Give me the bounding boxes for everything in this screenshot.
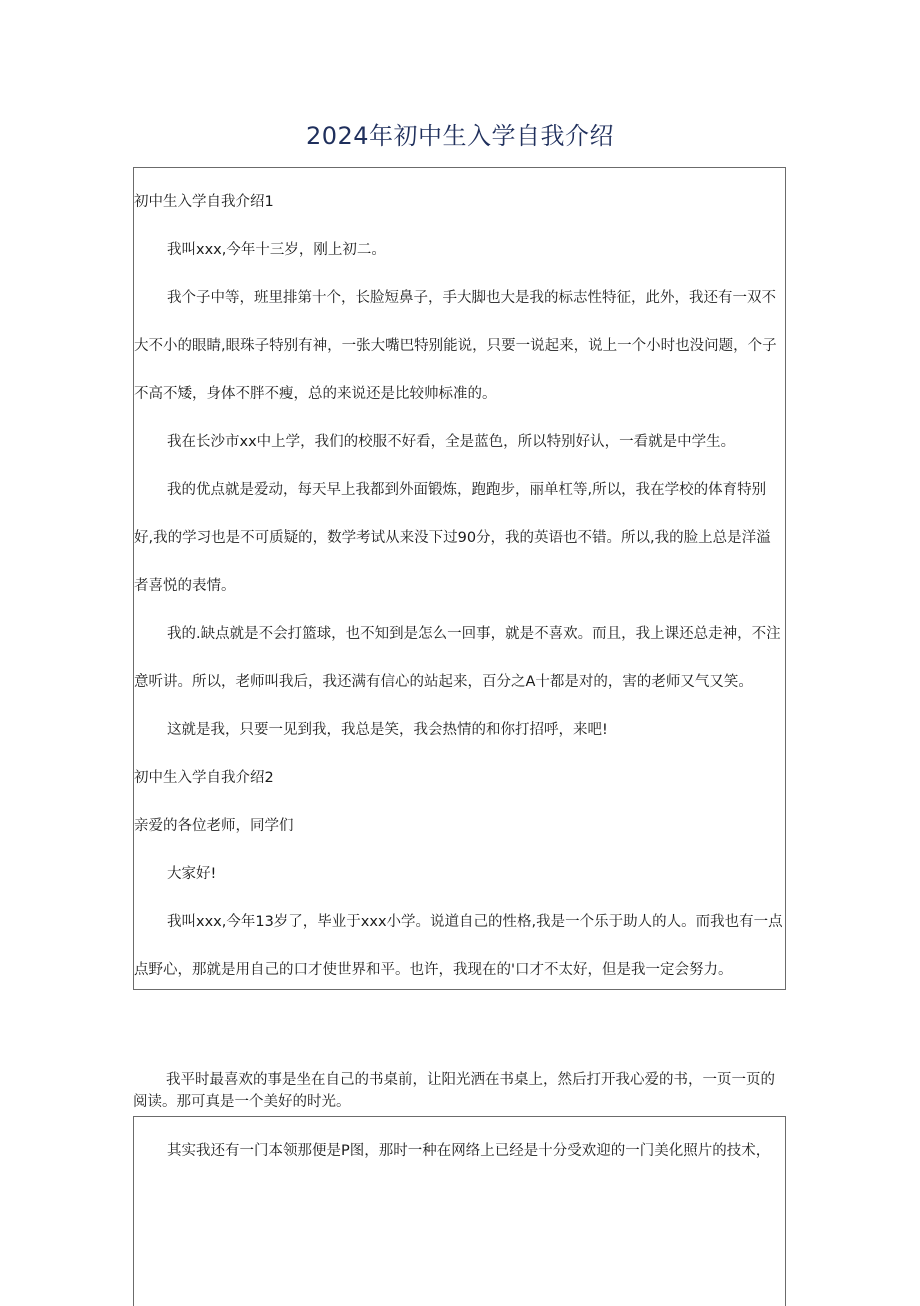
page-title: 2024年初中生入学自我介绍 <box>305 122 615 150</box>
section-heading-1: 初中生入学自我介绍1 <box>134 194 274 210</box>
paragraph: 我在长沙市xx中上学，我们的校服不好看，全是蓝色，所以特别好认，一看就是中学生。 <box>167 434 736 450</box>
section-heading-2: 初中生入学自我介绍2 <box>134 770 274 786</box>
paragraph: 其实我还有一门本领那便是P图，那时一种在网络上已经是十分受欢迎的一门美化照片的技术， <box>167 1143 771 1159</box>
greeting: 大家好! <box>167 866 217 882</box>
paragraph: 我个子中等，班里排第十个，长脸短鼻子，手大脚也大是我的标志性特征，此外，我还有一双不大不小的眼睛,眼珠子特别有神，一张大嘴巴特别能说，只要一说起来，说上一个小时也没问题，个子不高不矮，身体不胖不瘦，总的来说还是比较帅标准的。 <box>134 290 777 402</box>
paragraph: 我平时最喜欢的事是坐在自己的书桌前，让阳光洒在书桌上，然后打开我心爱的书，一页一页的阅读。那可真是一个美好的时光。 <box>133 1072 775 1110</box>
paragraph: 这就是我，只要一见到我，我总是笑，我会热情的和你打招呼，来吧! <box>167 722 608 738</box>
content-box <box>133 1116 786 1306</box>
paragraph: 我的.缺点就是不会打篮球，也不知到是怎么一回事，就是不喜欢。而且，我上课还总走神，不注意听讲。所以，老师叫我后，我还满有信心的站起来，百分之A十都是对的，害的老师又气又笑。 <box>134 626 781 690</box>
paragraph: 我叫xxx,今年13岁了，毕业于xxx小学。说道自己的性格,我是一个乐于助人的人。而我也有一点点野心，那就是用自己的口才使世界和平。也许，我现在的'口才不太好，但是我一定会努力。 <box>134 914 783 978</box>
paragraph: 我叫xxx,今年十三岁，刚上初二。 <box>167 242 386 258</box>
salutation: 亲爱的各位老师，同学们 <box>134 818 294 834</box>
content-box <box>133 167 786 990</box>
paragraph: 我的优点就是爱动，每天早上我都到外面锻炼，跑跑步，丽单杠等,所以，我在学校的体育特别好,我的学习也是不可质疑的，数学考试从来没下过90分，我的英语也不错。所以,我的脸上总是洋溢者喜悦的表情。 <box>134 482 771 594</box>
